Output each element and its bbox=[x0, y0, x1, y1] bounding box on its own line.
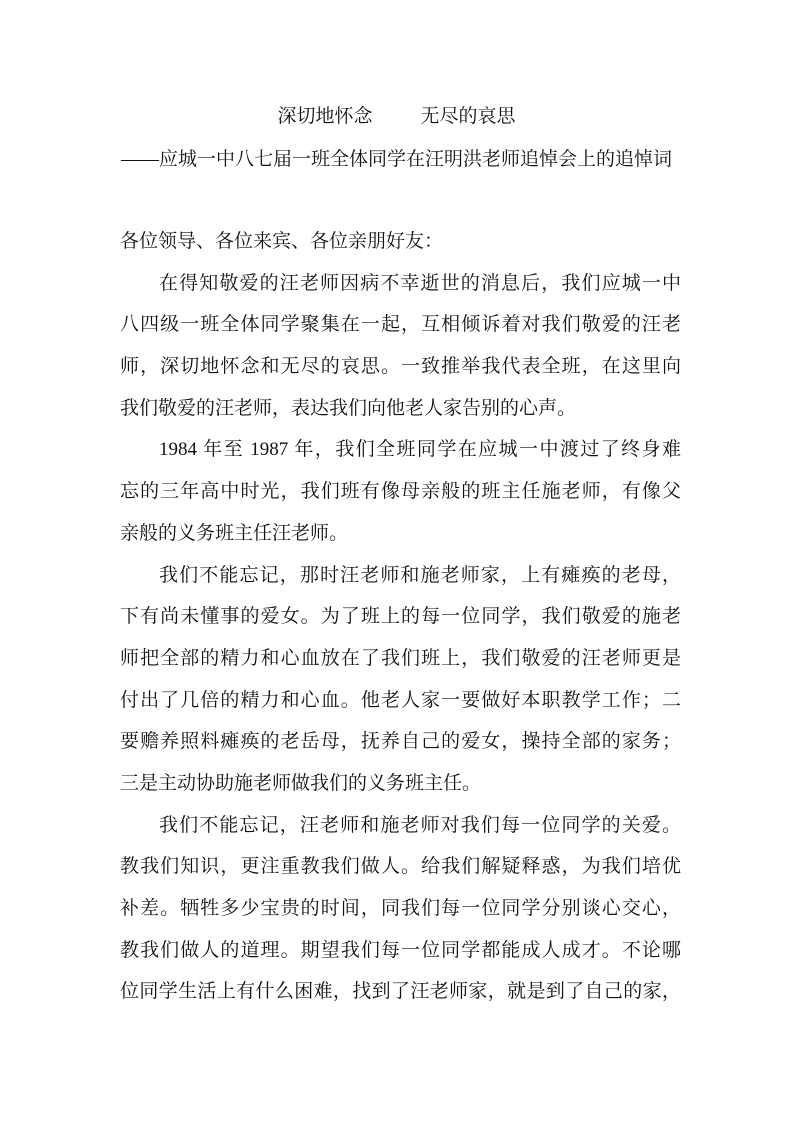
paragraph-line: 位同学生活上有什么困难，找到了汪老师家，就是到了自己的家， bbox=[120, 981, 681, 1003]
paragraph bbox=[120, 563, 681, 813]
paragraph bbox=[120, 437, 681, 562]
paragraph-line: 三是主动协助施老师做我们的义务班主任。 bbox=[120, 772, 482, 794]
title-part-2: 无尽的哀思 bbox=[420, 106, 516, 127]
paragraph-line: 在得知敬爱的汪老师因病不幸逝世的消息后，我们应城一中 bbox=[159, 272, 681, 294]
paragraph-line: 教我们知识，更注重教我们做人。给我们解疑释惑，为我们培优 bbox=[120, 856, 681, 878]
paragraph-line: 1984 年至 1987 年，我们全班同学在应城一中渡过了终身难 bbox=[159, 439, 681, 461]
paragraph-line: 我们不能忘记，汪老师和施老师对我们每一位同学的关爱。 bbox=[159, 814, 681, 836]
title-part-1: 深切地怀念 bbox=[277, 106, 373, 127]
paragraph-line: 下有尚未懂事的爱女。为了班上的每一位同学，我们敬爱的施老 bbox=[120, 606, 681, 628]
paragraph-line: 补差。牺牲多少宝贵的时间，同我们每一位同学分别谈心交心， bbox=[120, 898, 681, 919]
paragraph bbox=[120, 271, 681, 438]
salutation: 各位领导、各位来宾、各位亲朋好友： bbox=[120, 231, 444, 252]
paragraphs bbox=[120, 271, 681, 1021]
paragraph-line: 亲般的义务班主任汪老师。 bbox=[120, 522, 349, 544]
document-title bbox=[0, 104, 793, 130]
paragraph bbox=[120, 813, 681, 1021]
paragraph-line: 我们敬爱的汪老师，表达我们向他老人家告别的心声。 bbox=[120, 397, 577, 419]
paragraph-line: 忘的三年高中时光，我们班有像母亲般的班主任施老师，有像父 bbox=[120, 481, 681, 503]
paragraph-line: 师把全部的精力和心血放在了我们班上，我们敬爱的汪老师更是 bbox=[120, 647, 681, 669]
document-subtitle: ——应城一中八七届一班全体同学在汪明洪老师追悼会上的追悼词 bbox=[120, 149, 672, 170]
paragraph-line: 要赡养照料瘫痪的老岳母，抚养自己的爱女，操持全部的家务； bbox=[120, 731, 681, 753]
paragraph-line: 师，深切地怀念和无尽的哀思。一致推举我代表全班，在这里向 bbox=[120, 356, 681, 378]
paragraph-line: 教我们做人的道理。期望我们每一位同学都能成人成才。不论哪 bbox=[120, 939, 681, 961]
paragraph-line: 付出了几倍的精力和心血。他老人家一要做好本职教学工作；二 bbox=[120, 689, 681, 711]
paragraph-line: 我们不能忘记，那时汪老师和施老师家，上有瘫痪的老母， bbox=[159, 564, 681, 586]
paragraph-line: 八四级一班全体同学聚集在一起，互相倾诉着对我们敬爱的汪老 bbox=[120, 314, 681, 336]
document-body bbox=[120, 229, 681, 1021]
